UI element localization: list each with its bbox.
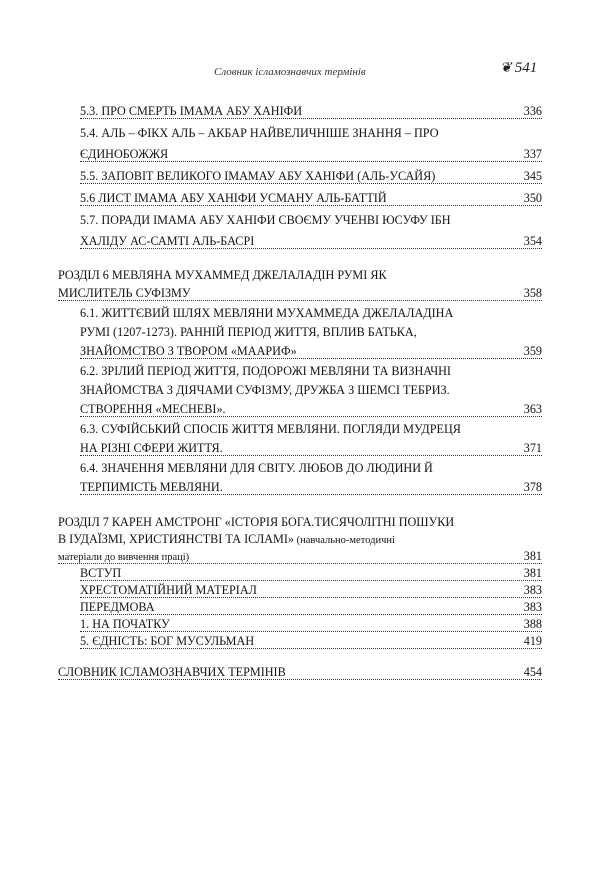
- toc-chapter-7-line2: В ІУДАЇЗМІ, ХРИСТИЯНСТВІ ТА ІСЛАМІ» (навчально-методичні: [58, 532, 395, 546]
- toc-entry-6-2-line1: 6.2. ЗРІЛИЙ ПЕРІОД ЖИТТЯ, ПОДОРОЖІ МЕВЛЯНИ ТА ВИЗНАЧНІ: [80, 364, 451, 378]
- toc-entry-5-7: ХАЛІДУ АС-САМТІ АЛЬ-БАСРІ 354: [80, 234, 542, 248]
- toc-chapter-7: матеріали до вивчення праці) 381: [58, 549, 542, 563]
- toc-entry-5-4-line1: 5.4. АЛЬ – ФІКХ АЛЬ – АКБАР НАЙВЕЛИЧНІШЕ ЗНАННЯ – ПРО: [80, 126, 439, 140]
- toc-entry-5-5: 5.5. ЗАПОВІТ ВЕЛИКОГО ІМАМАУ АБУ ХАНІФИ (АЛЬ-УСАЙЯ) 345: [80, 169, 542, 183]
- toc-entry-6-1: ЗНАЙОМСТВО З ТВОРОМ «МААРИФ» 359: [80, 344, 542, 358]
- toc-entry-6-4-line1: 6.4. ЗНАЧЕННЯ МЕВЛЯНИ ДЛЯ СВІТУ. ЛЮБОВ ДО ЛЮДИНИ Й: [80, 461, 433, 475]
- toc-entry-preface: ПЕРЕДМОВА 383: [80, 600, 542, 614]
- toc-entry-5-6: 5.6 ЛИСТ ІМАМА АБУ ХАНІФИ УСМАНУ АЛЬ-БАТТІЙ 350: [80, 191, 542, 205]
- toc-entry-intro: ВСТУП 381: [80, 566, 542, 580]
- toc-glossary: СЛОВНИК ІСЛАМОЗНАВЧИХ ТЕРМІНІВ 454: [58, 665, 542, 679]
- toc-entry-5-3: 5.3. ПРО СМЕРТЬ ІМАМА АБУ ХАНІФИ 336: [80, 104, 542, 118]
- toc-chapter-6-line1: РОЗДІЛ 6 МЕВЛЯНА МУХАММЕД ДЖЕЛАЛАДІН РУМІ ЯК: [58, 268, 387, 282]
- toc-entry-6-3: НА РІЗНІ СФЕРИ ЖИТТЯ. 371: [80, 441, 542, 455]
- page-number-value: 541: [514, 60, 538, 76]
- toc-entry-6-4: ТЕРПИМІСТЬ МЕВЛЯНИ. 378: [80, 480, 542, 494]
- toc-entry-5-4: ЄДИНОБОЖЖЯ 337: [80, 147, 542, 161]
- toc-entry-chrestomathy: ХРЕСТОМАТІЙНИЙ МАТЕРІАЛ 383: [80, 583, 542, 597]
- toc-entry-6-2: СТВОРЕННЯ «МЕСНЕВІ». 363: [80, 402, 542, 416]
- toc-entry-6-1-line2: РУМІ (1207-1273). РАННІЙ ПЕРІОД ЖИТТЯ, ВПЛИВ БАТЬКА,: [80, 325, 417, 339]
- toc-chapter-6: МИСЛИТЕЛЬ СУФІЗМУ 358: [58, 286, 542, 300]
- toc-entry-1: 1. НА ПОЧАТКУ 388: [80, 617, 542, 631]
- page-number: [500, 60, 537, 77]
- table-of-contents: [0, 104, 600, 680]
- toc-entry-5-7-line1: 5.7. ПОРАДИ ІМАМА АБУ ХАНІФИ СВОЄМУ УЧЕНВІ ЮСУФУ ІБН: [80, 213, 451, 227]
- toc-entry-6-2-line2: ЗНАЙОМСТВА З ДІЯЧАМИ СУФІЗМУ, ДРУЖБА З ШЕМСІ ТЕБРИЗ.: [80, 383, 450, 397]
- toc-entry-5: 5. ЄДНІСТЬ: БОГ МУСУЛЬМАН 419: [80, 634, 542, 648]
- toc-chapter-7-line1: РОЗДІЛ 7 КАРЕН АМСТРОНГ «ІСТОРІЯ БОГА.ТИСЯЧОЛІТНІ ПОШУКИ: [58, 515, 455, 529]
- toc-entry-6-3-line1: 6.3. СУФІЙСЬКИЙ СПОСІБ ЖИТТЯ МЕВЛЯНИ. ПОГЛЯДИ МУДРЕЦЯ: [80, 422, 461, 436]
- running-title: Словник ісламознавчих термінів: [214, 66, 366, 78]
- toc-entry-6-1-line1: 6.1. ЖИТТЄВИЙ ШЛЯХ МЕВЛЯНИ МУХАММЕДА ДЖЕЛАЛАДІНА: [80, 306, 454, 320]
- ornament-icon: ❦: [500, 61, 512, 76]
